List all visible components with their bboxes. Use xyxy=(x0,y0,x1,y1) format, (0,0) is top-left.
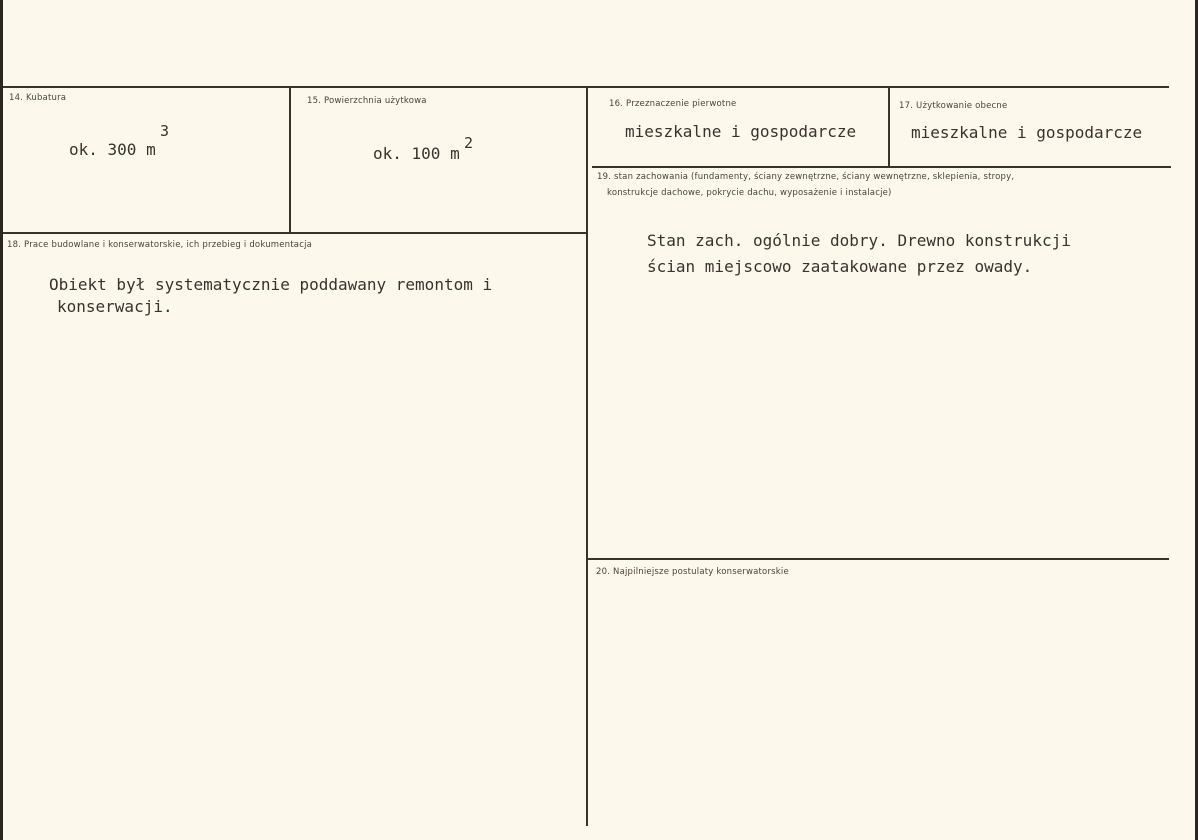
field-18-line-2: konserwacji. xyxy=(57,297,173,316)
field-20-label: 20. Najpilniejsze postulaty konserwatorskie xyxy=(596,567,789,577)
field-18-line-1: Obiekt był systematycznie poddawany remontom i xyxy=(49,275,493,294)
divider-16-17 xyxy=(888,88,890,166)
field-14-value: ok. 300 m xyxy=(69,140,156,159)
divider-14-15 xyxy=(289,88,291,234)
field-14-label: 14. Kubatura xyxy=(9,93,67,103)
center-divider xyxy=(586,88,588,826)
field-15-value: ok. 100 m xyxy=(373,144,460,163)
field-15-label: 15. Powierzchnia użytkowa xyxy=(307,96,427,106)
rule-above-20 xyxy=(588,558,1169,560)
field-15-superscript: 2 xyxy=(464,134,474,152)
rule-under-14-15 xyxy=(3,232,588,234)
field-19-line-1: Stan zach. ogólnie dobry. Drewno konstrukcji xyxy=(647,231,1071,250)
field-16-value: mieszkalne i gospodarcze xyxy=(625,122,857,141)
field-19-label-line-1: 19. stan zachowania (fundamenty, ściany zewnętrzne, ściany wewnętrzne, sklepienia, stropy, xyxy=(597,172,1015,182)
field-17-value: mieszkalne i gospodarcze xyxy=(911,123,1143,142)
rule-under-16-17 xyxy=(592,166,1171,168)
field-17-label: 17. Użytkowanie obecne xyxy=(899,101,1008,111)
field-19-line-2: ścian miejscowo zaatakowane przez owady. xyxy=(647,257,1033,276)
field-18-label: 18. Prace budowlane i konserwatorskie, ich przebieg i dokumentacja xyxy=(7,240,313,250)
field-16-label: 16. Przeznaczenie pierwotne xyxy=(609,99,737,109)
field-19-label-line-2: konstrukcje dachowe, pokrycie dachu, wyposażenie i instalacje) xyxy=(607,188,892,198)
field-14-superscript: 3 xyxy=(160,122,170,140)
